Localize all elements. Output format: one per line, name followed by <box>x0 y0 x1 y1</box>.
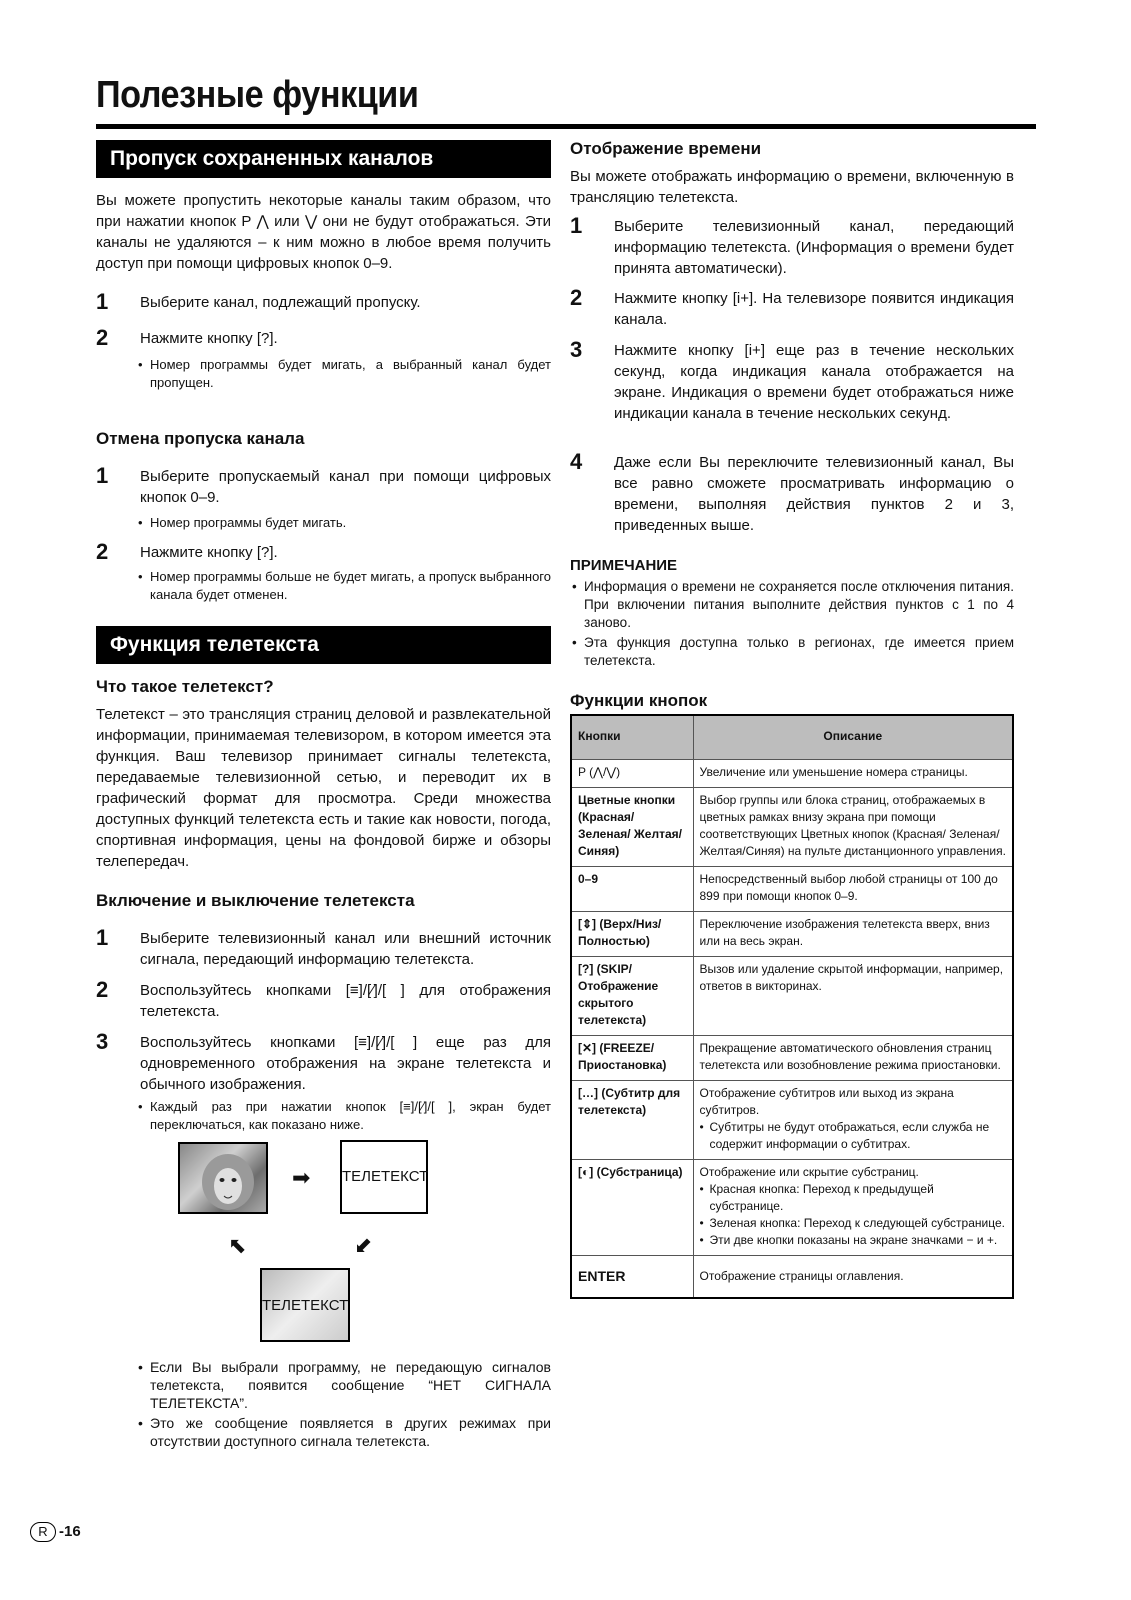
table-header-keys: Кнопки <box>571 715 693 759</box>
time-step-4 <box>570 449 1014 536</box>
key-cell: 0–9 <box>571 866 693 911</box>
step-text: Нажмите кнопку [i+]. На телевизоре появится индикация канала. <box>614 290 1014 328</box>
desc-cell: Непосредственный выбор любой страницы от 100 до 899 при помощи кнопок 0–9. <box>693 866 1013 911</box>
section-banner-teletext: Функция телетекста <box>96 626 551 664</box>
step-text: Нажмите кнопку [?]. <box>140 544 278 561</box>
table-row <box>571 911 1013 956</box>
step-text: Нажмите кнопку [i+] еще раз в течение нескольких секунд, когда индикация канала отображается на экране. Индикация о времени будет отображаться ниже индикации канала в течение нескольких секунд. <box>614 342 1014 422</box>
desc-cell: Выбор группы или блока страниц, отображаемых в цветных рамках внизу экрана при помощи соответствующих Цветных кнопок (Красная/ Зеленая/Желтая/Синяя) на пульте дистанционного управления. <box>693 787 1013 866</box>
table-row <box>571 1080 1013 1159</box>
other-modes-bullet: • Это же сообщение появляется в других режимах при отсутствии доступного сигнала телетекста. <box>136 1414 551 1450</box>
key-cell: [◐] (Субстраница) <box>571 1159 693 1255</box>
time-step-3 <box>570 337 1014 424</box>
region-badge: R <box>30 1522 56 1542</box>
step-number: 1 <box>570 213 583 238</box>
table-row <box>571 787 1013 866</box>
skip-step-2 <box>96 325 551 350</box>
note-2: • Эта функция доступна только в регионах, где имеется прием телетекста. <box>570 634 1014 670</box>
table-row <box>571 956 1013 1035</box>
step-text: Даже если Вы переключите телевизионный канал, Вы все равно сможете просматривать информацию о времени, выполняя действия пунктов 2 и 3, приведенных выше. <box>614 454 1014 534</box>
key-cell: [⇕] (Верх/Низ/ Полностью) <box>571 911 693 956</box>
lion-icon <box>180 1144 266 1212</box>
skip-bullet: • Номер программы будет мигать, а выбранный канал будет пропущен. <box>136 356 551 392</box>
step-text: Нажмите кнопку [?]. <box>140 330 278 347</box>
table-row <box>571 1255 1013 1298</box>
what-is-teletext-heading: Что такое телетекст? <box>96 677 274 696</box>
desc-bullet: • Зеленая кнопка: Переход к следующей субстранице. <box>700 1215 1007 1232</box>
step-number: 2 <box>570 285 583 310</box>
key-cell: Цветные кнопки (Красная/ Зеленая/ Желтая/Синяя) <box>571 787 693 866</box>
title-rule <box>96 124 1036 129</box>
no-signal-bullet: • Если Вы выбрали программу, не передающую сигналов телетекста, появится сообщение “НЕТ СИГНАЛА ТЕЛЕТЕКСТА”. <box>136 1358 551 1412</box>
step-text: Выберите канал, подлежащий пропуску. <box>140 294 421 311</box>
key-cell: P (⋀/⋁) <box>571 759 693 787</box>
cancel-skip-heading: Отмена пропуска канала <box>96 429 305 448</box>
onoff-heading: Включение и выключение телетекста <box>96 891 415 910</box>
page-number: -16 <box>59 1523 81 1540</box>
arrow-right-icon: ➡ <box>292 1165 311 1190</box>
step-number: 3 <box>570 337 583 362</box>
skip-intro: Вы можете пропустить некоторые каналы таким образом, что при нажатии кнопок P ⋀ или ⋁ они не будут отображаться. Эти каналы не удаляются – к ним можно в любое время получить доступ при помощи цифровых кнопок 0–9. <box>96 192 551 272</box>
desc-cell: Переключение изображения телетекста вверх, вниз или на весь экран. <box>693 911 1013 956</box>
step-number: 4 <box>570 449 583 474</box>
step-text: Выберите пропускаемый канал при помощи цифровых кнопок 0–9. <box>140 468 551 506</box>
desc-text: Отображение субтитров или выход из экрана субтитров. <box>699 1085 954 1117</box>
desc-cell <box>693 1159 1013 1255</box>
cancel-bullet-1: • Номер программы будет мигать. <box>136 514 551 532</box>
cancel-step-2 <box>96 539 551 564</box>
time-step-1 <box>570 213 1014 279</box>
note-title: ПРИМЕЧАНИЕ <box>570 557 678 574</box>
step-text: Воспользуйтесь кнопками [≡]/[⁄]/[ ] еще раз для одновременного отображения на экране телетекста и обычного изображения. <box>140 1034 551 1093</box>
step-number: 2 <box>96 325 109 350</box>
table-row <box>571 1035 1013 1080</box>
table-header-row <box>571 715 1013 759</box>
time-display-heading: Отображение времени <box>570 139 762 158</box>
page-footer <box>30 1522 81 1542</box>
step-number: 1 <box>96 463 109 488</box>
onoff-step-3 <box>96 1029 551 1095</box>
desc-cell: Увеличение или уменьшение номера страницы. <box>693 759 1013 787</box>
desc-bullet: • Красная кнопка: Переход к предыдущей субстранице. <box>700 1181 1007 1215</box>
key-cell: [✕] (FREEZE/ Приостановка) <box>571 1035 693 1080</box>
step-text: Выберите телевизионный канал, передающий информацию телетекста. (Информация о времени будет принята автоматически). <box>614 218 1014 277</box>
onoff-step-1 <box>96 925 551 970</box>
desc-cell: Вызов или удаление скрытой информации, например, ответов в викторинах. <box>693 956 1013 1035</box>
what-is-teletext-text: Телетекст – это трансляция страниц деловой и развлекательной информации, принимаемая телевизором, в котором имеется эта функция. Ваш телевизор принимает сигналы телетекста, передаваемые телевизионной сетью, и переводит их в графический формат для просмотра. Среди множества доступных функций телетекста есть и такие как новости, погода, спортивная информация, цены на фондовой бирже и обзоры телепередач. <box>96 706 551 870</box>
step-text: Выберите телевизионный канал или внешний источник сигнала, передающий информацию телетекста. <box>140 930 551 968</box>
section-banner-skip: Пропуск сохраненных каналов <box>96 140 551 178</box>
note-1: • Информация о времени не сохраняется после отключения питания. При включении питания выполните действия пунктов с 1 по 4 заново. <box>570 578 1014 632</box>
table-row <box>571 866 1013 911</box>
skip-step-1 <box>96 289 551 314</box>
time-step-2 <box>570 285 1014 330</box>
button-functions-heading: Функции кнопок <box>570 691 708 710</box>
desc-text: Отображение или скрытие субстраниц. <box>699 1164 919 1179</box>
cancel-bullet-2: • Номер программы больше не будет мигать, а пропуск выбранного канала будет отменен. <box>136 568 551 604</box>
mixed-screen-label: ТЕЛЕТЕКСТ <box>262 1297 349 1314</box>
desc-cell <box>693 1080 1013 1159</box>
step-number: 2 <box>96 977 109 1002</box>
page-title: Полезные функции <box>96 74 419 116</box>
key-cell: […] (Субтитр для телетекста) <box>571 1080 693 1159</box>
arrow-down-left-icon: ➡ <box>348 1230 379 1262</box>
step-number: 2 <box>96 539 109 564</box>
button-functions-table <box>570 714 1014 1299</box>
key-cell: [?] (SKIP/ Отображение скрытого телетекста) <box>571 956 693 1035</box>
step-number: 3 <box>96 1029 109 1054</box>
desc-cell: Прекращение автоматического обновления страниц телетекста или возобновление режима приостановки. <box>693 1035 1013 1080</box>
step-text: Воспользуйтесь кнопками [≡]/[⁄]/[ ] для отображения телетекста. <box>140 982 551 1020</box>
desc-cell: Отображение страницы оглавления. <box>693 1255 1013 1298</box>
time-intro: Вы можете отображать информацию о времени, включенную в трансляцию телетекста. <box>570 168 1014 206</box>
step-number: 1 <box>96 289 109 314</box>
onoff-step-2 <box>96 977 551 1022</box>
cancel-step-1 <box>96 463 551 508</box>
mixed-screen-image <box>260 1268 350 1342</box>
key-cell: ENTER <box>571 1255 693 1298</box>
table-row <box>571 1159 1013 1255</box>
desc-bullet: • Субтитры не будут отображаться, если служба не содержит информации о субтитрах. <box>700 1119 1007 1153</box>
step-number: 1 <box>96 925 109 950</box>
onoff-bullet: • Каждый раз при нажатии кнопок [≡]/[⁄]/[ ], экран будет переключаться, как показано ниже. <box>136 1098 551 1134</box>
desc-bullet: • Эти две кнопки показаны на экране значками − и +. <box>700 1232 1007 1249</box>
table-row <box>571 759 1013 787</box>
arrow-up-left-icon: ➡ <box>221 1230 253 1262</box>
table-header-description: Описание <box>693 715 1013 759</box>
lion-picture-image <box>178 1142 268 1214</box>
teletext-screen: ТЕЛЕТЕКСТ <box>340 1140 428 1214</box>
